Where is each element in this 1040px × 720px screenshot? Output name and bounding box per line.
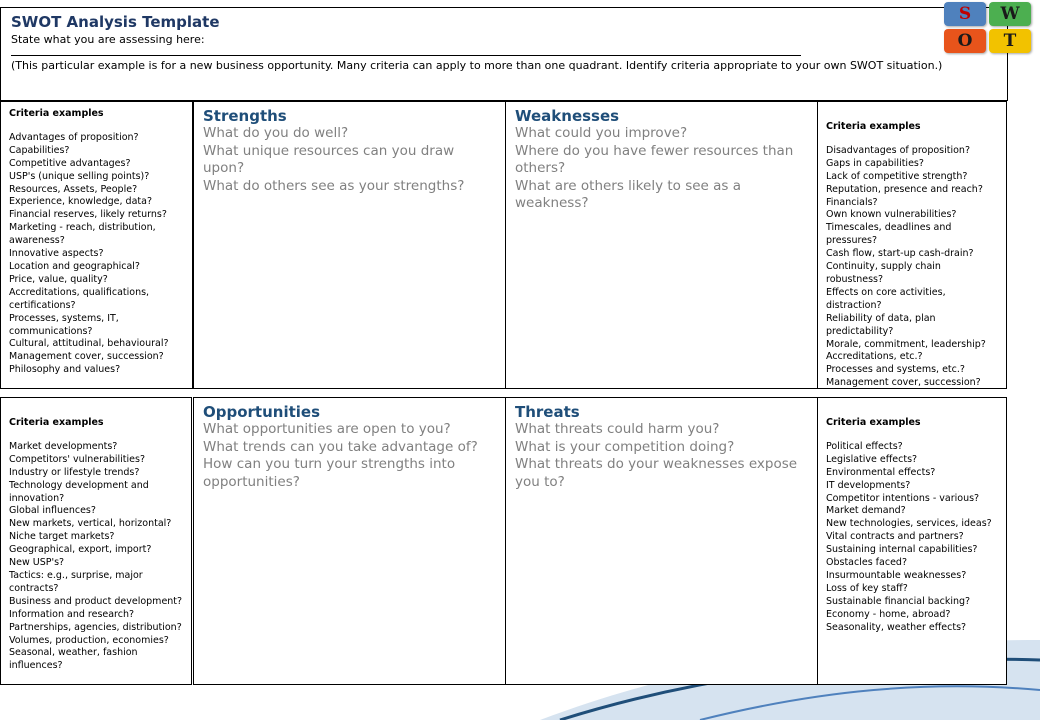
assessment-prompt: State what you are assessing here: (11, 33, 205, 46)
opportunities-criteria-panel (0, 397, 192, 685)
strengths-criteria-list (9, 132, 184, 377)
criteria-item: Economy - home, abroad? (826, 608, 951, 620)
criteria-item: Reputation, presence and reach? (826, 183, 983, 195)
weaknesses-question: What are others likely to see as a weakness? (515, 177, 741, 212)
criteria-item: Loss of key staff? (826, 582, 908, 594)
threats-criteria-panel (817, 397, 1007, 685)
opportunities-criteria-list (9, 441, 183, 673)
weaknesses-criteria-list (826, 145, 998, 390)
criteria-item: Partnerships, agencies, distribution? (9, 621, 182, 633)
criteria-item: Resources, Assets, People? (9, 183, 138, 195)
criteria-title: Criteria examples (826, 417, 921, 428)
criteria-item: IT developments? (826, 479, 911, 491)
criteria-title: Criteria examples (826, 121, 921, 132)
criteria-item: Legislative effects? (826, 453, 918, 465)
criteria-item: Effects on core activities, distraction? (826, 286, 946, 311)
criteria-item: Advantages of proposition? (9, 131, 139, 143)
threats-question: What threats could harm you? (515, 421, 720, 437)
criteria-item: Marketing - reach, distribution, awareness? (9, 222, 156, 247)
criteria-item: Competitive advantages? (9, 157, 131, 169)
criteria-item: New USP's? (9, 557, 65, 569)
logo-tile-s: S (944, 2, 986, 26)
criteria-item: Financials? (826, 196, 878, 208)
criteria-item: Market demand? (826, 505, 906, 517)
header-note: (This particular example is for a new business opportunity. Many criteria can apply to more than one quadrant. Identify criteria appropriate to your own SWOT situation.) (11, 59, 943, 72)
criteria-item: Information and research? (9, 608, 135, 620)
weaknesses-question: Where do you have fewer resources than others? (515, 142, 794, 177)
threats-title: Threats (515, 403, 580, 421)
criteria-item: Financial reserves, likely returns? (9, 209, 167, 221)
criteria-item: Own known vulnerabilities? (826, 209, 957, 221)
criteria-item: Processes and systems, etc.? (826, 364, 965, 376)
assessment-input-line[interactable] (11, 47, 801, 56)
criteria-item: Environmental effects? (826, 466, 936, 478)
threats-criteria-list (826, 441, 998, 635)
criteria-item: Global influences? (9, 505, 96, 517)
criteria-item: Technology development and innovation? (9, 479, 149, 504)
criteria-item: Reliability of data, plan predictability? (826, 312, 936, 337)
criteria-item: Location and geographical? (9, 260, 140, 272)
criteria-item: Geographical, export, import? (9, 544, 152, 556)
criteria-item: Management cover, succession? (9, 351, 164, 363)
logo-tile-o: O (944, 29, 986, 53)
criteria-item: Volumes, production, economies? (9, 634, 169, 646)
threats-question: What threats do your weaknesses expose you to? (515, 456, 798, 490)
swot-logo (944, 2, 1032, 54)
opportunities-title: Opportunities (203, 403, 321, 421)
criteria-item: New markets, vertical, horizontal? (9, 518, 172, 530)
strengths-title: Strengths (203, 107, 287, 125)
weaknesses-question: What could you improve? (515, 125, 688, 141)
criteria-item: Experience, knowledge, data? (9, 196, 152, 208)
criteria-item: Political effects? (826, 440, 903, 452)
criteria-item: Disadvantages of proposition? (826, 144, 970, 156)
threats-question: What is your competition doing? (515, 438, 735, 455)
criteria-item: USP's (unique selling points)? (9, 170, 150, 182)
strengths-question: What unique resources can you draw upon? (203, 142, 455, 177)
criteria-item: Accreditations, qualifications, certifications? (9, 286, 150, 311)
criteria-item: Business and product development? (9, 595, 183, 607)
logo-tile-w: W (989, 2, 1031, 26)
criteria-item: Competitor intentions - various? (826, 492, 980, 504)
opportunities-question: What opportunities are open to you? (203, 421, 451, 437)
criteria-item: Industry or lifestyle trends? (9, 466, 140, 478)
criteria-item: Obstacles faced? (826, 557, 907, 569)
strengths-question: What do you do well? (203, 125, 349, 141)
criteria-item: Gaps in capabilities? (826, 157, 924, 169)
threats-quadrant[interactable] (505, 397, 818, 685)
criteria-item: Sustainable financial backing? (826, 595, 971, 607)
strengths-criteria-panel (0, 101, 193, 389)
weaknesses-title: Weaknesses (515, 107, 620, 125)
opportunities-question: How can you turn your strengths into opportunities? (203, 456, 456, 490)
criteria-item: Insurmountable weaknesses? (826, 569, 967, 581)
criteria-item: Accreditations, etc.? (826, 351, 923, 363)
logo-tile-t: T (989, 29, 1031, 53)
criteria-item: Innovative aspects? (9, 248, 104, 260)
criteria-item: Seasonality, weather effects? (826, 621, 967, 633)
criteria-item: New technologies, services, ideas? (826, 518, 992, 530)
criteria-item: Tactics: e.g., surprise, major contracts? (9, 569, 143, 594)
criteria-item: Sustaining internal capabilities? (826, 544, 978, 556)
criteria-item: Market developments? (9, 440, 118, 452)
header-panel (0, 7, 1008, 101)
page-title: SWOT Analysis Template (11, 13, 220, 31)
strengths-quadrant[interactable] (193, 101, 506, 389)
criteria-item: Cultural, attitudinal, behavioural? (9, 338, 169, 350)
opportunities-quadrant[interactable] (193, 397, 506, 685)
criteria-item: Philosophy and values? (9, 364, 121, 376)
criteria-item: Price, value, quality? (9, 273, 108, 285)
criteria-item: Niche target markets? (9, 531, 115, 543)
criteria-title: Criteria examples (9, 108, 104, 119)
weaknesses-quadrant[interactable] (505, 101, 818, 389)
weaknesses-criteria-panel (817, 101, 1007, 389)
criteria-item: Seasonal, weather, fashion influences? (9, 647, 138, 672)
strengths-question: What do others see as your strengths? (203, 177, 465, 194)
criteria-item: Processes, systems, IT, communications? (9, 312, 119, 337)
criteria-item: Timescales, deadlines and pressures? (826, 222, 952, 247)
criteria-item: Management cover, succession? (826, 377, 981, 389)
criteria-item: Cash flow, start-up cash-drain? (826, 248, 974, 260)
criteria-item: Morale, commitment, leadership? (826, 338, 986, 350)
criteria-item: Capabilities? (9, 144, 70, 156)
criteria-title: Criteria examples (9, 417, 104, 428)
opportunities-question: What trends can you take advantage of? (203, 438, 478, 455)
criteria-item: Vital contracts and partners? (826, 531, 964, 543)
criteria-item: Continuity, supply chain robustness? (826, 261, 941, 285)
criteria-item: Competitors' vulnerabilities? (9, 453, 145, 465)
criteria-item: Lack of competitive strength? (826, 170, 968, 182)
